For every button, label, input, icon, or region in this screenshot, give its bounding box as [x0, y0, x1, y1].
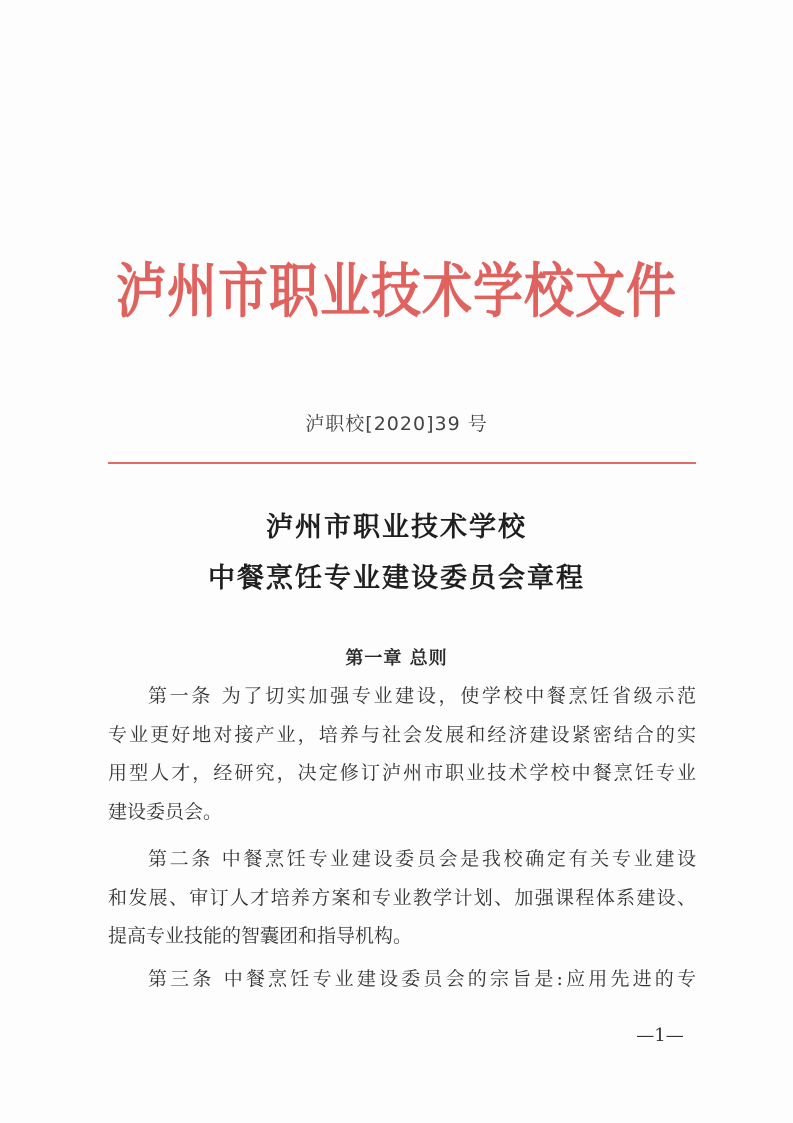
paragraph-line: 专业更好地对接产业，培养与社会发展和经济建设紧密结合的实	[108, 723, 696, 746]
paragraph-line: 第三条 中餐烹饪专业建设委员会的宗旨是:应用先进的专	[148, 968, 696, 990]
red-separator-line	[108, 462, 696, 464]
paragraph-line: 用型人才，经研究，决定修订泸州市职业技术学校中餐烹饪专业	[108, 762, 696, 784]
article-2-paragraph	[108, 840, 696, 956]
issuing-authority-header: 泸州市职业技术学校文件	[116, 256, 677, 326]
page-number: —1—	[636, 1025, 684, 1046]
paragraph-line: 建设委员会。	[108, 800, 223, 823]
chapter-heading: 第一章 总则	[345, 648, 448, 669]
paragraph-line: 第一条 为了切实加强专业建设，使学校中餐烹饪省级示范	[148, 685, 696, 707]
paragraph-line: 和发展、审订人才培养方案和专业教学计划、加强课程体系建设、	[108, 886, 696, 909]
document-number: 泸职校[2020]39 号	[305, 413, 488, 435]
article-3-paragraph	[108, 960, 696, 999]
paragraph-line: 提高专业技能的智囊团和指导机构。	[108, 925, 413, 947]
document-title-line-2: 中餐烹饪专业建设委员会章程	[208, 563, 585, 594]
article-1-paragraph	[108, 677, 696, 831]
document-title-line-1: 泸州市职业技术学校	[266, 512, 527, 543]
paragraph-line: 第二条 中餐烹饪专业建设委员会是我校确定有关专业建设	[148, 848, 696, 870]
